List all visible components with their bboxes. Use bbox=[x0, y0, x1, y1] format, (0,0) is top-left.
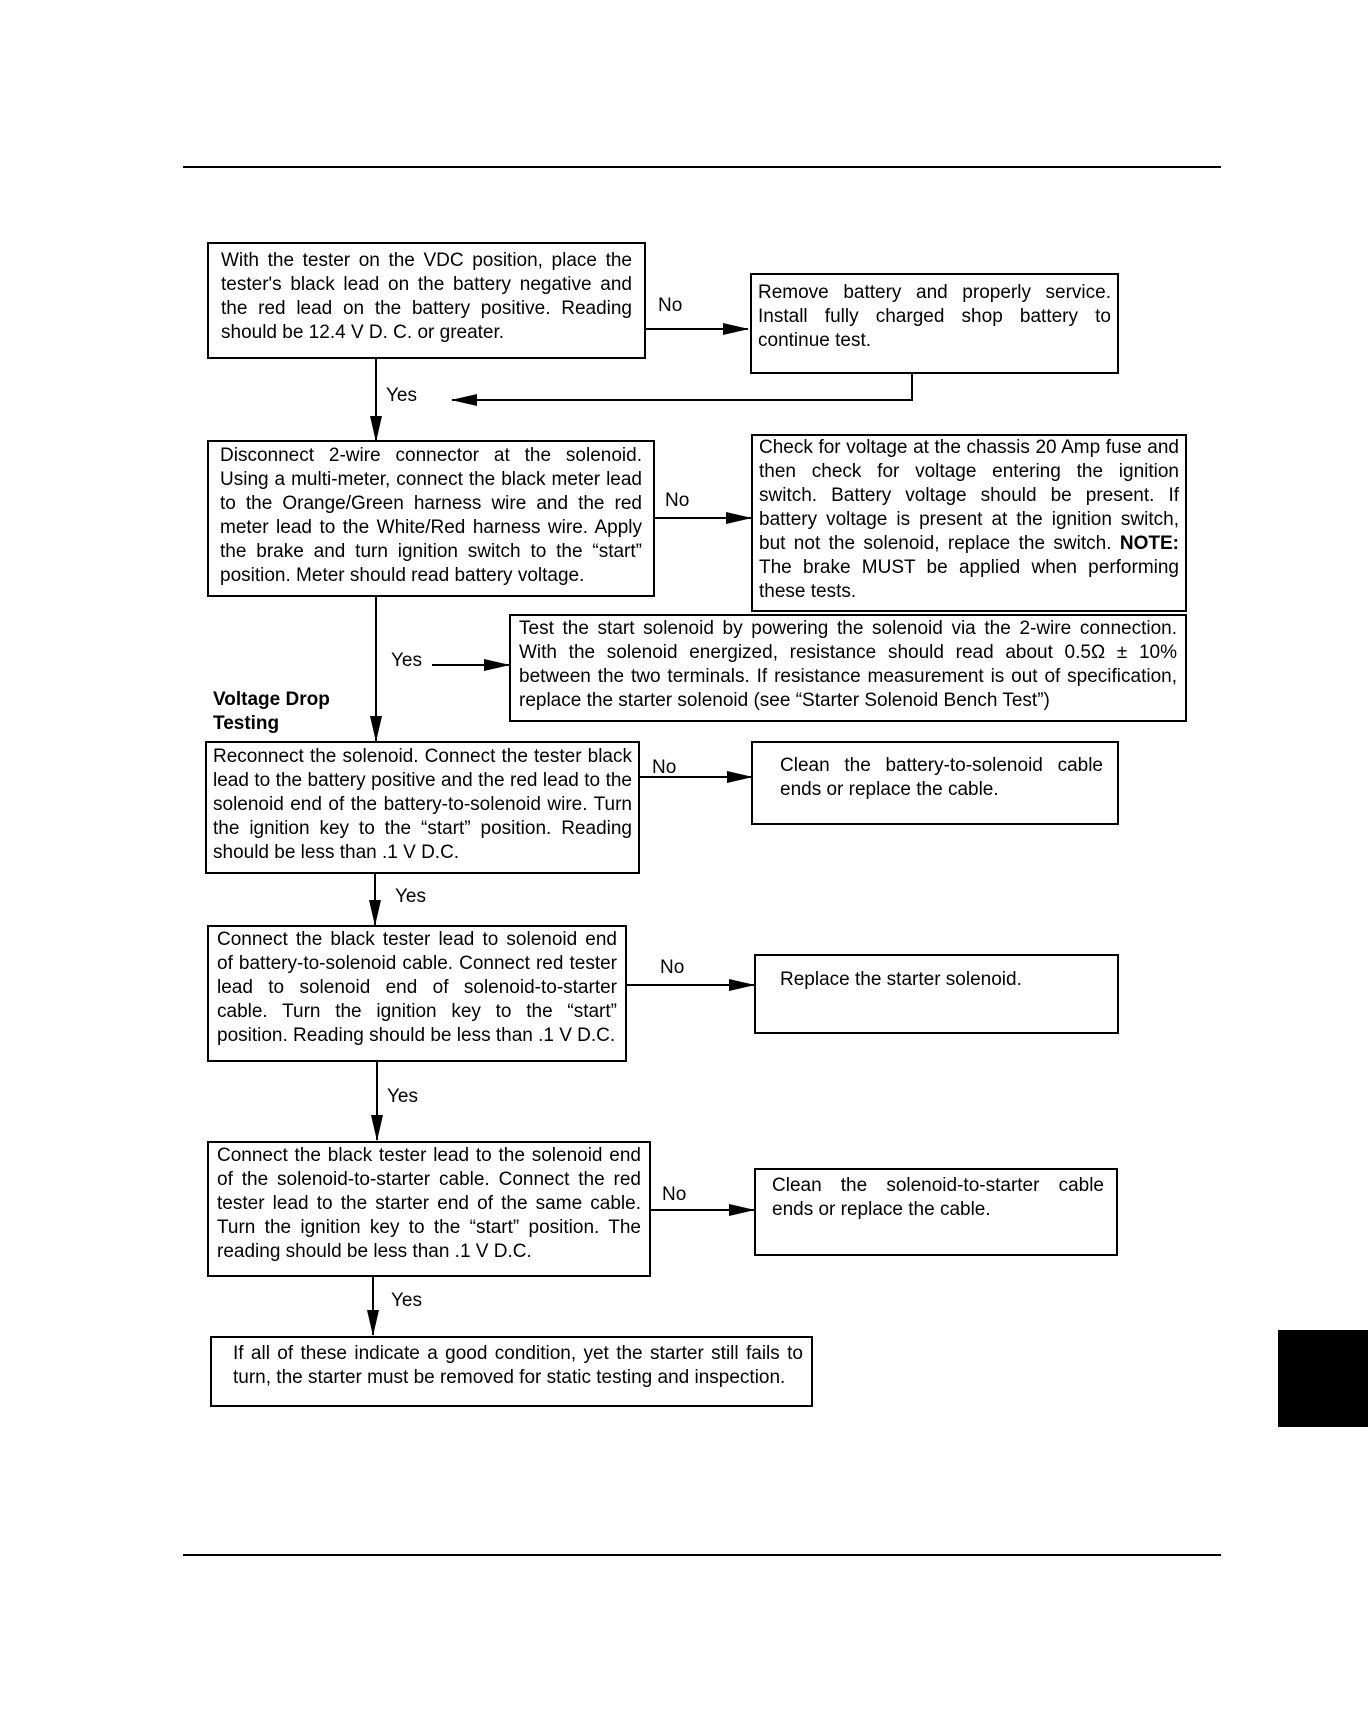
test-solenoid-text: Test the start solenoid by powering the solenoid via the 2-wire connection. With the solenoid energized, resistance should read about 0.5Ω ± 10% between the two terminals. If resistance measurement is out of specification, replace the starter solenoid (see “Starter Solenoid Bench Test”) bbox=[519, 618, 1177, 711]
return-line bbox=[452, 374, 912, 400]
check-fuse-note: The brake MUST be applied when performing these tests. bbox=[759, 557, 1179, 602]
replace-solenoid-box bbox=[754, 954, 1119, 1034]
note-label: NOTE: bbox=[1119, 533, 1180, 554]
test-solenoid-box bbox=[509, 614, 1187, 722]
clean-starter-cable-text: Clean the solenoid-to-starter cable ends or replace the cable. bbox=[772, 1175, 1104, 1220]
no-label-5: No bbox=[662, 1184, 687, 1205]
check-fuse-box bbox=[751, 434, 1187, 612]
disconnect-connector-text: Disconnect 2-wire connector at the solenoid. Using a multi-meter, connect the black meter lead to the Orange/Green harness wire and the red meter lead to the White/Red harness wire. Apply the brake and turn ignition switch to the “start” position. Meter should read battery voltage. bbox=[220, 445, 642, 586]
final-note-text: If all of these indicate a good condition, yet the starter still fails to turn, the starter must be removed for static testing and inspection. bbox=[233, 1343, 803, 1388]
black-lead-solenoid-box bbox=[207, 925, 627, 1062]
remove-battery-box bbox=[750, 273, 1119, 374]
disconnect-connector-box bbox=[207, 440, 655, 597]
yes-label-2: Yes bbox=[391, 650, 422, 671]
battery-voltage-check-box bbox=[207, 242, 646, 359]
clean-battery-cable-text: Clean the battery-to-solenoid cable ends or replace the cable. bbox=[780, 755, 1103, 800]
yes-label-5: Yes bbox=[391, 1290, 422, 1311]
no-label-1: No bbox=[658, 295, 683, 316]
final-note-box bbox=[210, 1336, 813, 1407]
replace-solenoid-text: Replace the starter solenoid. bbox=[780, 969, 1022, 990]
battery-voltage-check-text: With the tester on the VDC position, place the tester's black lead on the battery negative and the red lead on the battery positive. Reading should be 12.4 V D. C. or greater. bbox=[221, 250, 632, 343]
check-fuse-text bbox=[759, 436, 1179, 604]
no-label-3: No bbox=[652, 757, 677, 778]
no-label-2: No bbox=[665, 490, 690, 511]
clean-battery-cable-box bbox=[751, 741, 1119, 825]
reconnect-solenoid-box bbox=[205, 741, 640, 874]
clean-starter-cable-box bbox=[754, 1168, 1118, 1256]
black-lead-solenoid-text: Connect the black tester lead to solenoid end of battery-to-solenoid cable. Connect red tester lead to solenoid end of solenoid-to-starter cable. Turn the ignition key to the “start” position. Reading should be less than .1 V D.C. bbox=[217, 929, 617, 1046]
reconnect-solenoid-text: Reconnect the solenoid. Connect the tester black lead to the battery positive and the red lead to the solenoid end of the battery-to-solenoid wire. Turn the ignition key to the “start” position. Reading should be less than .1 V D.C. bbox=[213, 746, 632, 863]
yes-label-3: Yes bbox=[395, 886, 426, 907]
yes-label-1: Yes bbox=[386, 385, 417, 406]
check-fuse-main: Check for voltage at the chassis 20 Amp fuse and then check for voltage entering the ignition switch. Battery voltage should be present. If battery voltage is present at the ignition switch, but not the solenoid, replace the switch. bbox=[759, 437, 1179, 554]
no-label-4: No bbox=[660, 957, 685, 978]
yes-label-4: Yes bbox=[387, 1086, 418, 1107]
remove-battery-text: Remove battery and properly service. Install fully charged shop battery to continue test. bbox=[758, 282, 1111, 351]
solenoid-starter-cable-text: Connect the black tester lead to the solenoid end of the solenoid-to-starter cable. Connect the red tester lead to the starter end of the same cable. Turn the ignition key to the “start” position. The reading should be less than .1 V D.C. bbox=[217, 1145, 641, 1262]
voltage-drop-heading: Voltage Drop Testing bbox=[213, 689, 330, 734]
solenoid-starter-cable-box bbox=[207, 1141, 651, 1277]
